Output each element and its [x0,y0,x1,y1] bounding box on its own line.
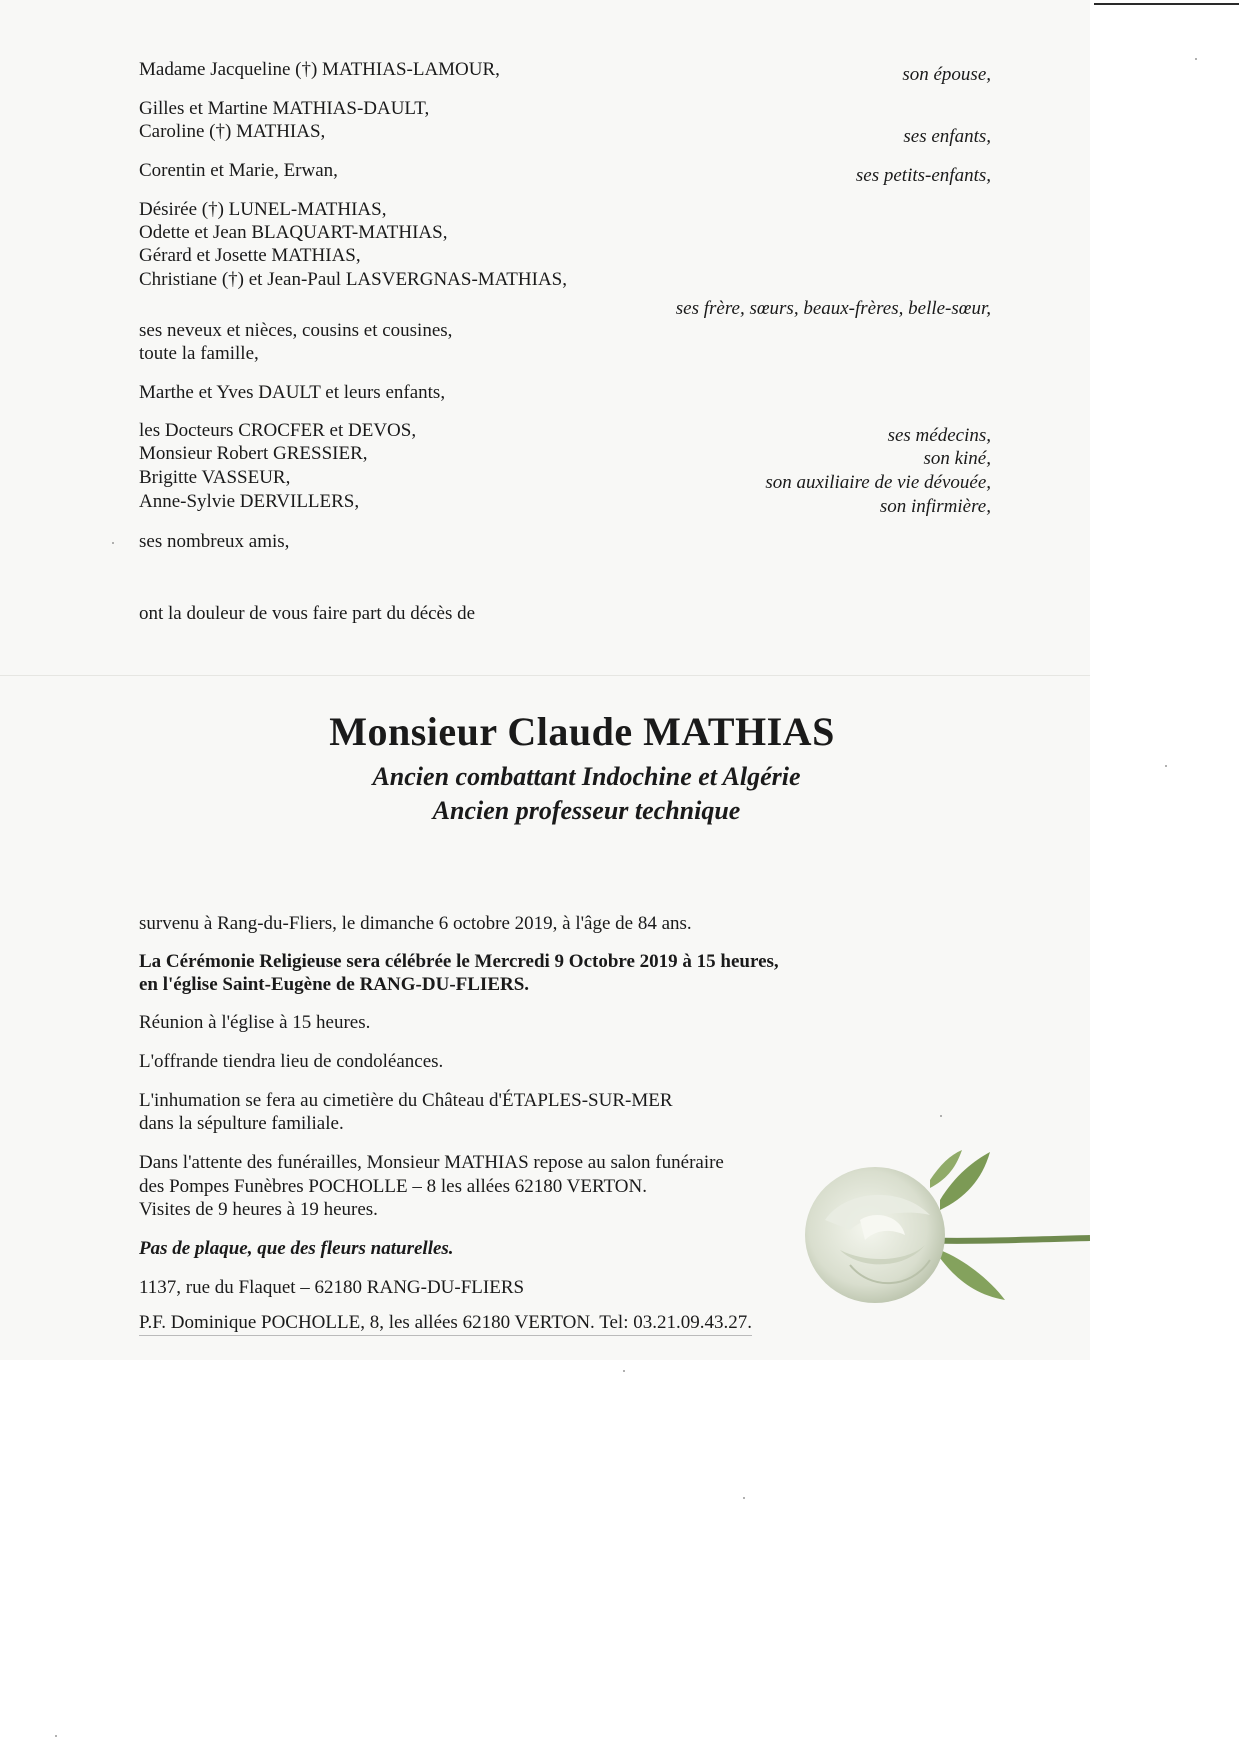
family-line: Monsieur Robert GRESSIER, [139,443,368,464]
burial-line: L'inhumation se fera au cimetière du Château d'ÉTAPLES-SUR-MER [139,1090,673,1111]
relation-label: ses petits-enfants, [855,165,991,186]
relation-label: ses enfants, [903,126,991,147]
relation-label: ses frère, sœurs, beaux-frères, belle-sœur, [675,298,991,319]
rest-line: Dans l'attente des funérailles, Monsieur MATHIAS repose au salon funéraire [139,1152,724,1173]
family-line: Désirée (†) LUNEL-MATHIAS, [139,199,387,220]
family-line: Caroline (†) MATHIAS, [139,121,326,142]
relation-label: son auxiliaire de vie dévouée, [765,472,991,493]
relation-label: son kiné, [923,448,991,469]
scan-speck [55,1735,57,1737]
scan-speck [743,1497,745,1499]
deceased-name: Monsieur Claude MATHIAS [329,709,835,754]
meeting-line: Réunion à l'église à 15 heures. [139,1012,371,1033]
death-details: survenu à Rang-du-Fliers, le dimanche 6 octobre 2019, à l'âge de 84 ans. [139,913,692,934]
burial-line: dans la sépulture familiale. [139,1113,344,1134]
scan-speck [1195,58,1197,60]
scan-speck [623,1370,625,1372]
family-line: Gilles et Martine MATHIAS-DAULT, [139,98,430,119]
relation-label: son infirmière, [879,496,991,517]
rest-line: des Pompes Funèbres POCHOLLE – 8 les allées 62180 VERTON. [139,1176,647,1197]
family-line: toute la famille, [139,343,259,364]
scan-speck [1165,765,1167,767]
rest-line: Visites de 9 heures à 19 heures. [139,1199,378,1220]
family-line: Marthe et Yves DAULT et leurs enfants, [139,382,446,403]
scan-speck [940,1115,942,1117]
family-line: Christiane (†) et Jean-Paul LASVERGNAS-MATHIAS, [139,269,567,290]
white-rose-icon [790,1140,1090,1320]
flowers-line: Pas de plaque, que des fleurs naturelles. [139,1238,454,1259]
family-line: ses neveux et nièces, cousins et cousines, [139,320,453,341]
family-line: Odette et Jean BLAQUART-MATHIAS, [139,222,448,243]
relation-label: son épouse, [902,64,991,85]
funeral-home-line: P.F. Dominique POCHOLLE, 8, les allées 62180 VERTON. Tel: 03.21.09.43.27. [139,1311,752,1336]
announcement-line: ont la douleur de vous faire part du décès de [139,603,476,624]
relation-label: ses médecins, [887,425,991,446]
ceremony-line: en l'église Saint-Eugène de RANG-DU-FLIERS. [139,974,530,995]
scan-edge-line [1094,3,1239,5]
fold-line [0,675,1090,676]
offering-line: L'offrande tiendra lieu de condoléances. [139,1051,444,1072]
deceased-title-1: Ancien combattant Indochine et Algérie [372,762,801,791]
scan-speck [112,542,114,544]
deceased-title-2: Ancien professeur technique [432,796,741,825]
family-line: ses nombreux amis, [139,531,290,552]
ceremony-line: La Cérémonie Religieuse sera célébrée le Mercredi 9 Octobre 2019 à 15 heures, [139,951,779,972]
family-line: Corentin et Marie, Erwan, [139,160,338,181]
family-line: Madame Jacqueline (†) MATHIAS-LAMOUR, [139,59,500,80]
address-line: 1137, rue du Flaquet – 62180 RANG-DU-FLIERS [139,1277,525,1298]
family-line: Gérard et Josette MATHIAS, [139,245,361,266]
family-line: Brigitte VASSEUR, [139,467,291,488]
family-line: Anne-Sylvie DERVILLERS, [139,491,360,512]
family-line: les Docteurs CROCFER et DEVOS, [139,420,417,441]
